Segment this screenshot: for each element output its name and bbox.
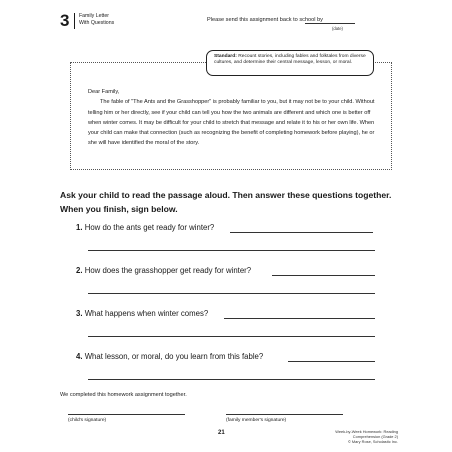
answer-line[interactable]: [88, 250, 375, 251]
answer-line[interactable]: [88, 379, 375, 380]
send-back-text: Please send this assignment back to school by: [207, 17, 323, 23]
question-number: 4.: [76, 352, 83, 361]
standard-label: Standard:: [214, 54, 237, 59]
letter-body: The fable of "The Ants and the Grasshopper" is probably familiar to you, but it may not be to your child. Without telling him or her directly, see if your child can tell you how the two animals are different and which one is better off when winter comes. It may be difficult for your child to stretch that message and relate it to his or her own life. When your child can make that connection (such as recognizing the benefit of completing homework before playing), he or she will have identified the moral of the story.: [88, 99, 375, 147]
unit-number: 3: [60, 11, 70, 30]
standard-box: [206, 50, 374, 76]
question-1: [76, 223, 214, 232]
completed-statement: We completed this homework assignment together.: [60, 392, 187, 398]
answer-line[interactable]: [88, 293, 375, 294]
question-2: [76, 266, 251, 275]
family-signature-field[interactable]: [226, 414, 343, 415]
instructions: Ask your child to read the passage aloud. Then answer these questions together. When you finish, sign below.: [60, 190, 392, 214]
question-text: What happens when winter comes?: [84, 309, 209, 318]
unit-label-line1: Family Letter: [79, 13, 109, 19]
answer-line[interactable]: [88, 336, 375, 337]
page-number: 21: [218, 430, 225, 436]
question-number: 1.: [76, 223, 83, 232]
footer-credit: [318, 430, 398, 444]
child-signature-label: (child's signature): [68, 418, 107, 423]
footer-credit-line1: Week-by-Week Homework: Reading Comprehension (Grade 2): [335, 429, 398, 439]
question-text: How does the grasshopper get ready for winter?: [84, 266, 252, 275]
header-divider: [74, 13, 75, 29]
answer-line[interactable]: [288, 361, 375, 362]
question-number: 3.: [76, 309, 83, 318]
family-letter: [88, 87, 378, 149]
question-text: What lesson, or moral, do you learn from this fable?: [84, 352, 264, 361]
child-signature-field[interactable]: [68, 414, 185, 415]
footer-credit-line2: © Mary Rose, Scholastic Inc.: [347, 438, 398, 444]
question-3: [76, 309, 208, 318]
answer-line[interactable]: [272, 275, 375, 276]
question-number: 2.: [76, 266, 83, 275]
question-text: How do the ants get ready for winter?: [84, 223, 215, 232]
family-signature-label: (family member's signature): [226, 418, 287, 423]
answer-line[interactable]: [224, 318, 375, 319]
unit-label: [79, 13, 114, 26]
date-label: (date): [332, 26, 343, 31]
answer-line[interactable]: [230, 232, 373, 233]
question-4: [76, 352, 263, 361]
standard-text: Recount stories, including fables and folktales from diverse cultures, and determine their central message, lesson, or moral.: [214, 54, 366, 65]
date-field[interactable]: [305, 23, 355, 24]
unit-label-line2: With Questions: [79, 19, 115, 26]
letter-greeting: Dear Family,: [88, 89, 120, 95]
